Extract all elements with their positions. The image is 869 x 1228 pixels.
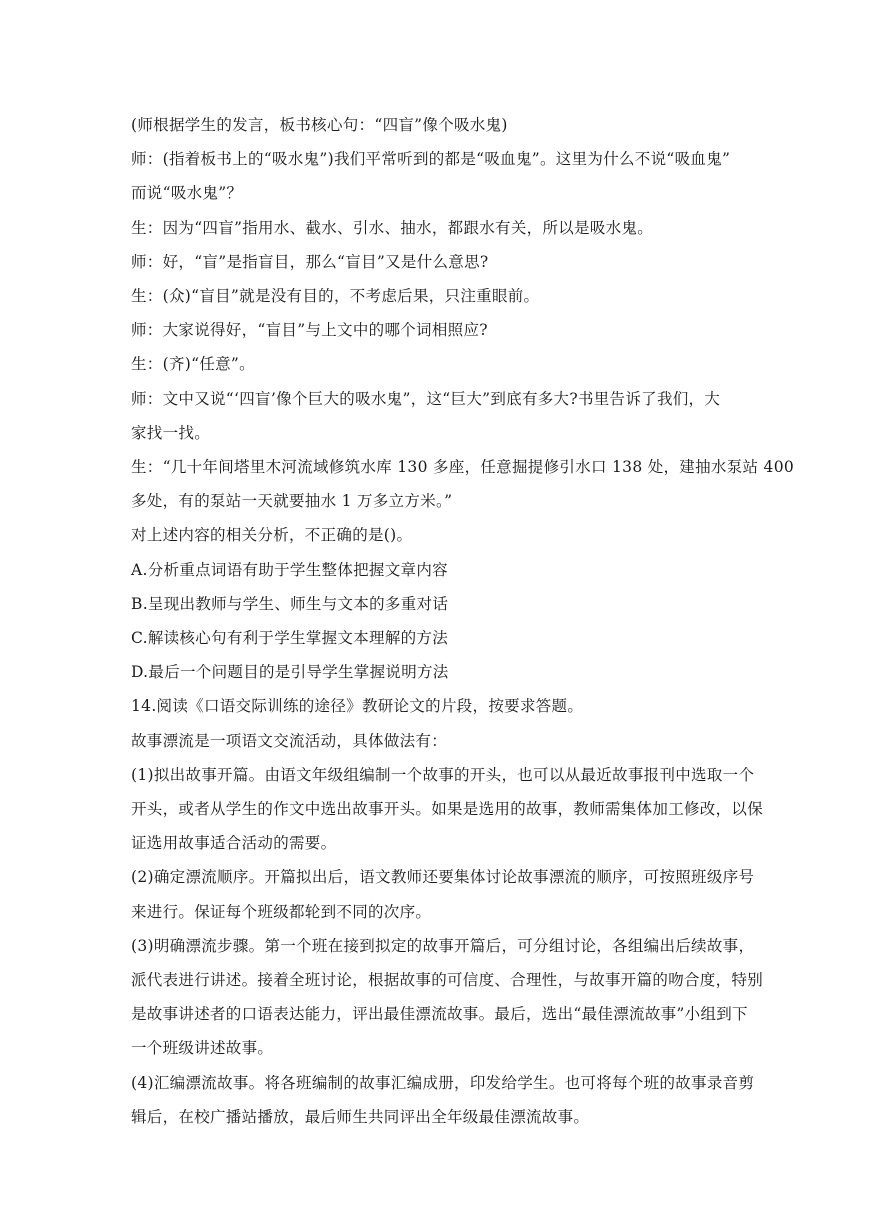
text-line: (3)明确漂流步骤。第一个班在接到拟定的故事开篇后，可分组讨论，各组编出后续故事， (131, 936, 755, 955)
text-line: 师：好，“盲”是指盲目，那么“盲目”又是什么意思? (131, 252, 489, 271)
text-line: 证选用故事适合活动的需要。 (131, 834, 337, 853)
text-line: 家找一找。 (131, 423, 211, 442)
text-line: 师：大家说得好，“盲目”与上文中的哪个词相照应? (131, 321, 488, 340)
text-line: 生：因为“四盲”指用水、截水、引水、抽水，都跟水有关，所以是吸水鬼。 (131, 218, 654, 237)
text-line: 辑后，在校广播站播放，最后师生共同评出全年级最佳漂流故事。 (131, 1107, 590, 1126)
text-line: 多处，有的泵站一天就要抽水 1 万多立方米。” (131, 492, 453, 511)
text-line: (师根据学生的发言，板书核心句：“四盲”像个吸水鬼) (131, 116, 508, 134)
question-14-heading: 14.阅读《口语交际训练的途径》教研论文的片段，按要求答题。 (131, 697, 584, 716)
text-line: 是故事讲述者的口语表达能力，评出最佳漂流故事。最后，选出“最佳漂流故事”小组到下 (131, 1005, 748, 1024)
text-line: 生：(齐)“任意”。 (131, 355, 255, 374)
text-line: 而说“吸水鬼”？ (131, 184, 243, 203)
option-d: D.最后一个问题目的是引导学生掌握说明方法 (131, 663, 449, 682)
text-line: 派代表进行讲述。接着全班讨论，根据故事的可信度、合理性，与故事开篇的吻合度，特别 (131, 971, 764, 990)
text-line: 生：(众)“盲目”就是没有目的，不考虑后果，只注重眼前。 (131, 287, 540, 306)
text-line: (1)拟出故事开篇。由语文年级组编制一个故事的开头，也可以从最近故事报刊中选取一个 (131, 765, 755, 784)
text-line: 来进行。保证每个班级都轮到不同的次序。 (131, 902, 432, 921)
option-a: A.分析重点词语有助于学生整体把握文章内容 (131, 560, 448, 579)
text-line: 故事漂流是一项语文交流活动，具体做法有： (131, 731, 448, 750)
question-stem: 对上述内容的相关分析，不正确的是()。 (131, 526, 413, 545)
option-c: C.解读核心句有利于学生掌握文本理解的方法 (131, 629, 449, 648)
option-b: B.呈现出教师与学生、师生与文本的多重对话 (131, 594, 449, 613)
text-line: 师：(指着板书上的“吸水鬼”)我们平常听到的都是“吸血鬼”。这里为什么不说“吸血鬼” (131, 150, 731, 169)
text-line: (4)汇编漂流故事。将各班编制的故事汇编成册，印发给学生。也可将每个班的故事录音剪 (131, 1073, 755, 1092)
text-line: 开头，或者从学生的作文中选出故事开头。如果是选用的故事，教师需集体加工修改，以保 (131, 800, 764, 819)
text-line: (2)确定漂流顺序。开篇拟出后，语文教师还要集体讨论故事漂流的顺序，可按照班级序号 (131, 868, 755, 887)
text-line: 一个班级讲述故事。 (131, 1039, 274, 1058)
document-page (131, 108, 795, 1134)
text-line: 师：文中又说“‘四盲’像个巨大的吸水鬼”，这“巨大”到底有多大?书里告诉了我们，大 (131, 389, 721, 408)
text-line: 生：“几十年间塔里木河流域修筑水库 130 多座，任意掘提修引水口 138 处，建抽水泵站 400 (131, 458, 795, 477)
